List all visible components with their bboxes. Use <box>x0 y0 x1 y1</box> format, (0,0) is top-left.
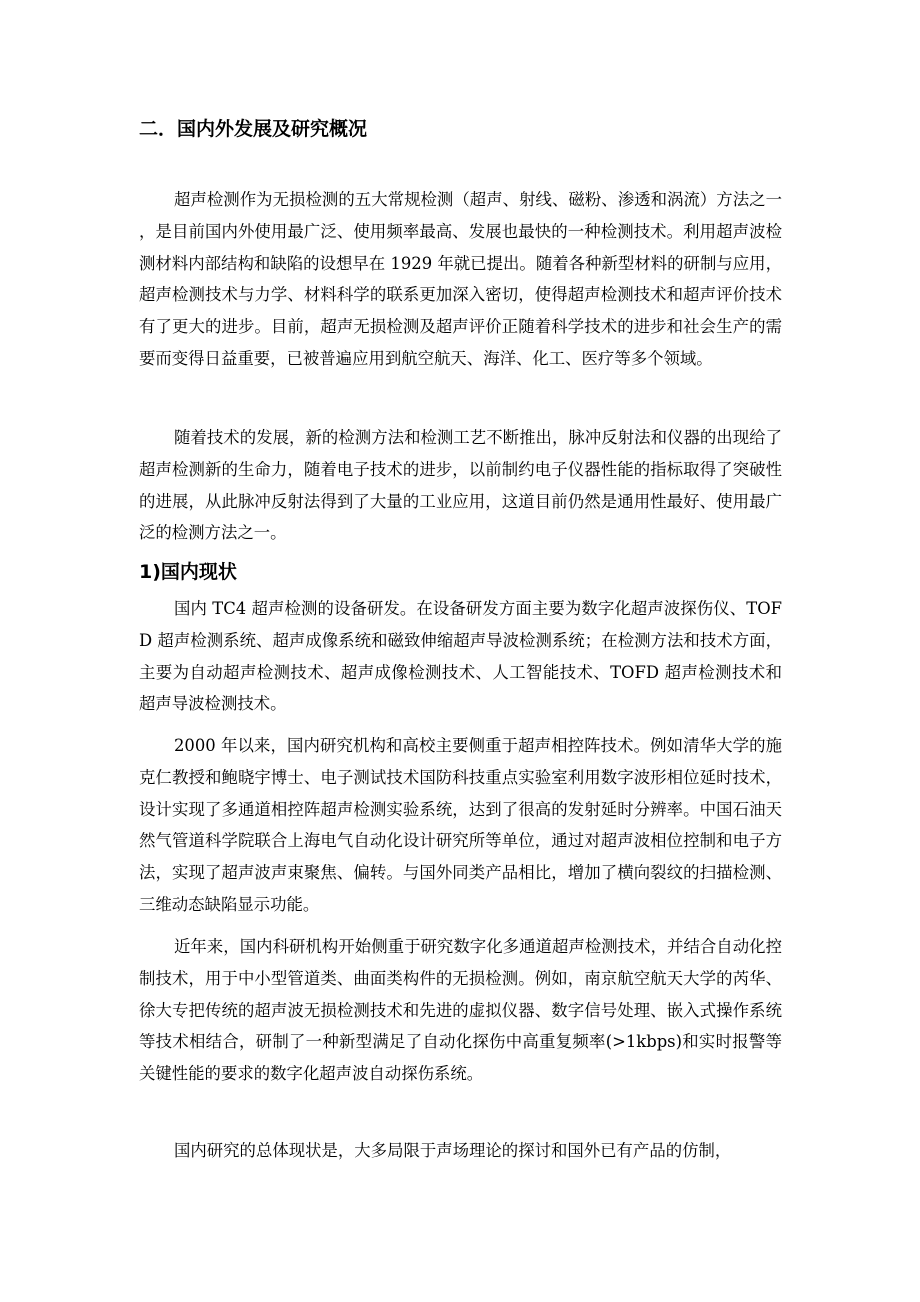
intro-paragraph-1: 超声检测作为无损检测的五大常规检测（超声、射线、磁粉、渗透和涡流）方法之一，是目前国内外使用最广泛、使用频率最高、发展也最快的一种检测技术。利用超声波检测材料内部结构和缺陷的设想早在 1929 年就已提出。随着各种新型材料的研制与应用，超声检测技术与力学、材料科学的联系更加深入密切，使得超声检测技术和超声评价技术有了更大的进步。目前，超声无损检测及超声评价正随着科学技术的进步和社会生产的需要而变得日益重要，已被普遍应用到航空航天、海洋、化工、医疗等多个领域。 <box>139 190 782 368</box>
domestic-paragraph-3: 近年来，国内科研机构开始侧重于研究数字化多通道超声检测技术，并结合自动化控制技术，用于中小型管道类、曲面类构件的无损检测。例如，南京航空航天大学的芮华、徐大专把传统的超声波无损检测技术和先进的虚拟仪器、数字信号处理、嵌入式操作系统等技术相结合，研制了一种新型满足了自动化探伤中高重复频率(>1kbps)和实时报警等关键性能的要求的数字化超声波自动探伤系统。 <box>139 937 782 1084</box>
section-heading: 二．国内外发展及研究概况 <box>139 118 368 140</box>
intro-paragraph-2: 随着技术的发展，新的检测方法和检测工艺不断推出，脉冲反射法和仪器的出现给了超声检测新的生命力，随着电子技术的进步，以前制约电子仪器性能的指标取得了突破性的进展，从此脉冲反射法得到了大量的工业应用，这道目前仍然是通用性最好、使用最广泛的检测方法之一。 <box>139 428 782 543</box>
subsection-heading: 1)国内现状 <box>139 561 237 583</box>
domestic-paragraph-1: 国内 TC4 超声检测的设备研发。在设备研发方面主要为数字化超声波探伤仪、TOFD 超声检测系统、超声成像系统和磁致伸缩超声导波检测系统；在检测方法和技术方面，主要为自动超声检测技术、超声成像检测技术、人工智能技术、TOFD 超声检测技术和超声导波检测技术。 <box>139 599 782 714</box>
domestic-paragraph-4: 国内研究的总体现状是，大多局限于声场理论的探讨和国外已有产品的仿制， <box>174 1141 732 1160</box>
domestic-paragraph-2: 2000 年以来，国内研究机构和高校主要侧重于超声相控阵技术。例如清华大学的施克仁教授和鲍晓宇博士、电子测试技术国防科技重点实验室利用数字波形相位延时技术，设计实现了多通道相控阵超声检测实验系统，达到了很高的发射延时分辨率。中国石油天然气管道科学院联合上海电气自动化设计研究所等单位，通过对超声波相位控制和电子方法，实现了超声波声束聚焦、偏转。与国外同类产品相比，增加了横向裂纹的扫描检测、三维动态缺陷显示功能。 <box>139 736 782 914</box>
